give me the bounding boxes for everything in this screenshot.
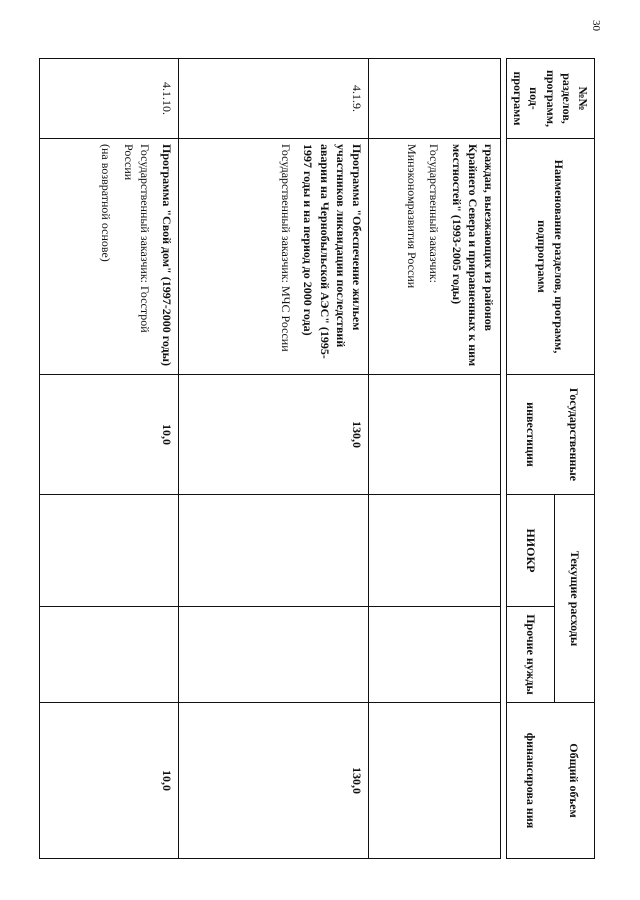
row-number: 4.1.9. — [179, 59, 369, 139]
total-value — [369, 703, 501, 859]
program-line: (на возвратной основе) — [99, 144, 114, 262]
total-value: 130,0 — [179, 703, 369, 859]
investments-value — [369, 375, 501, 495]
program-line: Минэкономразвития России — [405, 144, 420, 289]
program-title: граждан, выезжающих из районов Крайнего Севера и приравненных к ним местностей" (1993-2005 годы) — [449, 144, 496, 367]
header-investments-bottom: инвестиции — [507, 375, 555, 495]
niokr-value — [179, 495, 369, 607]
program-line: Государственный заказчик: — [427, 144, 442, 284]
other-value — [369, 607, 501, 703]
table-body — [39, 58, 501, 859]
niokr-value — [369, 495, 501, 607]
niokr-value — [40, 495, 179, 607]
program-title: Программа "Обеспечение жильем участников ликвидации последствий аварии на Чернобыльской АЭС" (1995-1997 годы и на период до 2000 года) — [301, 144, 364, 359]
program-line: Государственный заказчик: МЧС России — [279, 144, 294, 352]
header-number: №№ разделов, программ, под-программ — [507, 59, 595, 139]
table-header — [506, 58, 595, 859]
other-value — [40, 607, 179, 703]
page-number: 30 — [590, 20, 602, 31]
investments-value: 130,0 — [179, 375, 369, 495]
table-row — [179, 59, 369, 859]
row-name — [40, 139, 179, 375]
program-title: Программа "Свой дом" (1997-2000 годы) — [160, 144, 174, 366]
header-investments-top: Государственные — [555, 375, 595, 495]
header-total-bottom: финансирова ния — [507, 703, 555, 859]
table-row — [40, 59, 179, 859]
row-number — [369, 59, 501, 139]
header-other: Прочие нужды — [507, 607, 555, 703]
row-name — [369, 139, 501, 375]
row-name — [179, 139, 369, 375]
row-number: 4.1.10. — [40, 59, 179, 139]
header-name: Наименование разделов, программ, подпрограмм — [507, 139, 595, 375]
total-value: 10,0 — [40, 703, 179, 859]
table-row — [369, 59, 501, 859]
header-current-expenses: Текущие расходы — [555, 495, 595, 703]
header-niokr: НИОКР — [507, 495, 555, 607]
rotated-document — [40, 58, 595, 858]
header-total-top: Общий объем — [555, 703, 595, 859]
investments-value: 10,0 — [40, 375, 179, 495]
program-line: Государственный заказчик: Госстрой России — [121, 144, 152, 333]
other-value — [179, 607, 369, 703]
